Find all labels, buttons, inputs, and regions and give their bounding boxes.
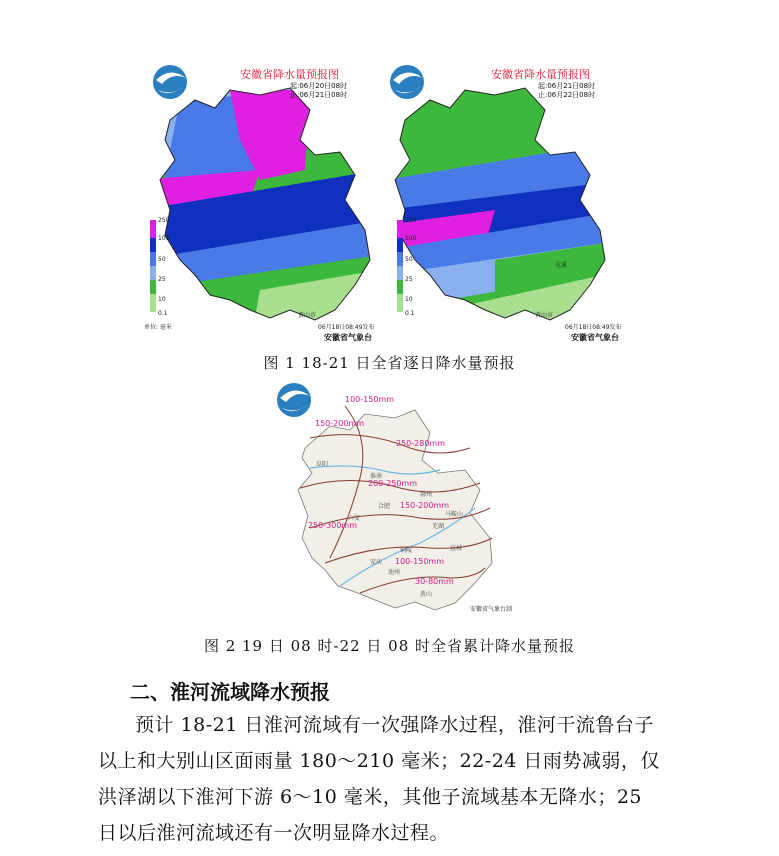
map-1-issued: 06月18日08:49发布 bbox=[318, 324, 375, 331]
rainfall-map-1 bbox=[140, 60, 380, 345]
paragraph-line: 预计 18-21 日淮河流域有一次强降水过程，淮河干流鲁台子 bbox=[135, 714, 654, 736]
accumulated-map-agency-note: 安徽省气象台制 bbox=[470, 606, 513, 613]
weather-bureau-logo bbox=[390, 65, 424, 99]
city-label: 淮南 bbox=[370, 473, 383, 480]
legend-tick: 10 bbox=[405, 296, 413, 303]
legend-tick: 250 bbox=[158, 217, 170, 224]
legend-tick: 100 bbox=[405, 235, 417, 242]
contour-label: 30-80mm bbox=[415, 577, 454, 586]
legend-tick: 250 bbox=[405, 217, 417, 224]
map-2-graphic bbox=[385, 60, 625, 345]
figure-1-caption: 图 1 18-21 日全省逐日降水量预报 bbox=[263, 354, 516, 372]
legend-tick: 25 bbox=[405, 276, 413, 283]
legend-tick: 100 bbox=[158, 235, 170, 242]
city-label: 黄山 bbox=[420, 591, 433, 598]
city-label: 六安 bbox=[348, 515, 361, 522]
map-1-start-time: 起:06月20日08时 bbox=[290, 82, 348, 90]
rainfall-map-2 bbox=[385, 60, 625, 345]
map-1-city-label: 黄山市 bbox=[298, 312, 317, 319]
map-2-issued: 06月18日08:49发布 bbox=[565, 324, 622, 331]
contour-label: 100-150mm bbox=[345, 395, 395, 404]
map-2-start-time: 起:06月21日08时 bbox=[538, 82, 596, 90]
map-2-agency: 安徽省气象台 bbox=[571, 333, 619, 342]
map-2-city-label: 黄山市 bbox=[535, 312, 554, 319]
legend-colorbar bbox=[150, 220, 156, 312]
city-label: 宣城 bbox=[450, 545, 463, 552]
weather-bureau-logo bbox=[153, 65, 187, 99]
contour-label: 200-250mm bbox=[368, 479, 418, 488]
paragraph-line: 日以后淮河流域还有一次明显降水过程。 bbox=[98, 822, 450, 844]
legend-tick: 25 bbox=[158, 276, 166, 283]
paragraph-line: 以上和大别山区面雨量 180～210 毫米；22-24 日雨势减弱，仅 bbox=[98, 750, 660, 772]
city-label: 合肥 bbox=[378, 503, 391, 510]
map-1-unit: 单位: 毫米 bbox=[144, 324, 172, 331]
contour-label: 100-150mm bbox=[395, 557, 445, 566]
map-2-end-time: 止:06月22日08时 bbox=[538, 91, 596, 99]
legend-tick: 10 bbox=[158, 296, 166, 303]
map-1-title: 安徽省降水量预报图 bbox=[240, 68, 339, 81]
map-2-title: 安徽省降水量预报图 bbox=[491, 68, 590, 81]
legend-tick: 0.1 bbox=[158, 310, 168, 317]
legend-colorbar bbox=[397, 220, 403, 312]
city-label: 芜湖 bbox=[432, 523, 445, 530]
city-label: 马鞍山 bbox=[445, 511, 464, 518]
legend-tick: 0.1 bbox=[405, 310, 415, 317]
map-1-graphic bbox=[140, 60, 380, 345]
legend-tick: 50 bbox=[158, 256, 166, 263]
accumulated-map-graphic bbox=[270, 378, 520, 618]
contour-label: 150-200mm bbox=[315, 419, 365, 428]
city-label: 池州 bbox=[388, 569, 401, 576]
city-label: 滁州 bbox=[420, 491, 433, 498]
contour-label: 250-280mm bbox=[396, 439, 446, 448]
contour-label: 150-200mm bbox=[400, 501, 450, 510]
weather-bureau-logo bbox=[277, 383, 311, 417]
map-2-city-label: 屯溪 bbox=[555, 262, 568, 269]
accumulated-rainfall-map bbox=[270, 378, 520, 618]
legend-tick: 50 bbox=[405, 256, 413, 263]
city-label: 安庆 bbox=[370, 559, 383, 566]
city-label: 铜陵 bbox=[400, 547, 413, 554]
figure-2-caption: 图 2 19 日 08 时-22 日 08 时全省累计降水量预报 bbox=[203, 637, 576, 655]
contour-label: 250-300mm bbox=[308, 521, 358, 530]
map-1-end-time: 止:06月21日08时 bbox=[290, 91, 348, 99]
section-heading: 二、淮河流域降水预报 bbox=[130, 680, 330, 704]
paragraph-line: 洪泽湖以下淮河下游 6～10 毫米，其他子流域基本无降水；25 bbox=[98, 786, 643, 808]
city-label: 阜阳 bbox=[316, 461, 329, 468]
map-1-agency: 安徽省气象台 bbox=[324, 333, 372, 342]
